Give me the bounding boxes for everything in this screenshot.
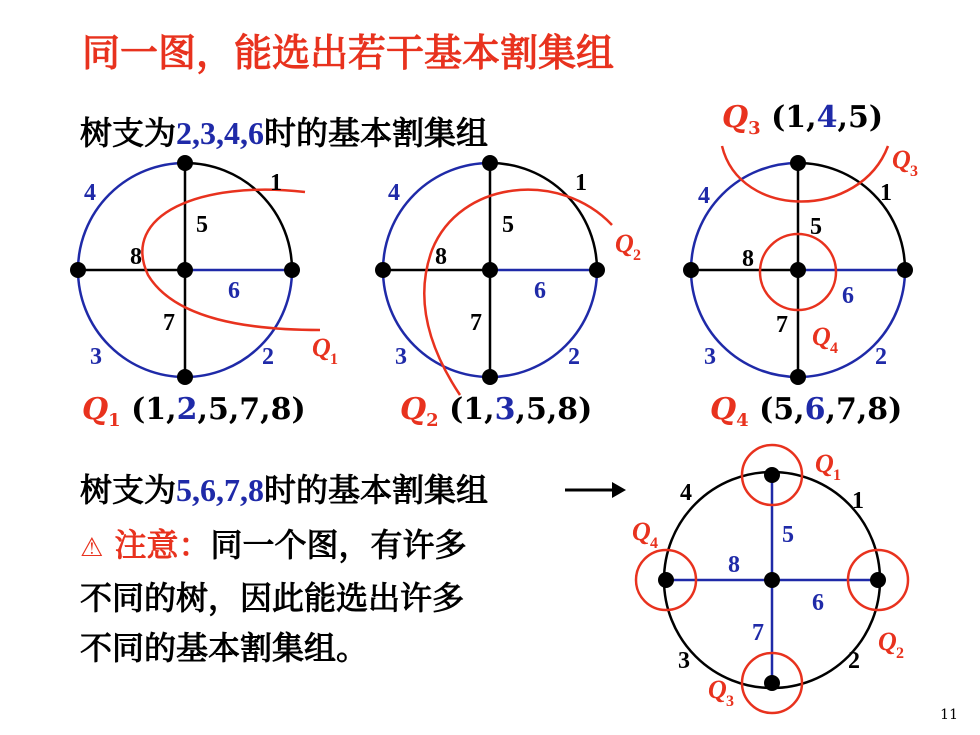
heading2-suffix: 时的基本割集组 [264,471,489,509]
note-text-3: 不同的基本割集组。 [80,629,369,667]
svg-text:4: 4 [388,180,400,206]
svg-text:4: 4 [830,340,838,357]
svg-text:Q: Q [812,322,831,351]
svg-text:6: 6 [534,278,546,304]
heading1-branches: 2,3,4,6 [176,115,265,151]
svg-text:4: 4 [698,183,710,209]
page-number: 11 [940,707,958,723]
svg-text:7: 7 [470,310,482,336]
graph-tree-5678 [632,445,908,713]
svg-text:3: 3 [395,344,407,370]
arrow-right-icon [565,482,626,498]
slide-title: 同一图，能选出若干基本割集组 [82,31,615,75]
svg-text:2: 2 [633,247,641,264]
svg-text:1: 1 [270,170,282,196]
svg-text:5: 5 [810,214,822,240]
svg-text:1: 1 [880,180,892,206]
warning-icon: ⚠ [80,533,104,563]
svg-text:2: 2 [896,645,904,662]
svg-text:3: 3 [704,344,716,370]
svg-text:6: 6 [228,278,240,304]
svg-text:1: 1 [575,170,587,196]
svg-text:3: 3 [90,344,102,370]
svg-text:7: 7 [752,620,764,646]
graph-tree-2346-q3-q4 [683,145,918,385]
svg-text:4: 4 [84,180,96,206]
svg-text:3: 3 [910,163,918,180]
caption-q3: $Q_3$ (1,4,5) [722,100,884,139]
svg-text:1: 1 [330,351,338,368]
svg-text:2: 2 [875,344,887,370]
heading2-branches: 5,6,7,8 [176,472,265,508]
graph-tree-2346-q2 [375,155,641,395]
svg-text:8: 8 [742,246,754,272]
svg-text:7: 7 [163,310,175,336]
heading2-prefix: 树支为 [80,471,177,509]
svg-text:8: 8 [130,244,142,270]
graph-tree-2346-q1 [70,155,338,385]
caption-q1: $Q_1$ (1,2,5,7,8) [82,392,306,431]
heading1-prefix: 树支为 [80,114,177,152]
svg-text:5: 5 [782,522,794,548]
note-text-1: 同一个图，有许多 [210,526,467,564]
note-label: 注意： [114,526,211,564]
svg-text:6: 6 [812,590,824,616]
svg-text:Q: Q [708,675,727,704]
svg-text:Q: Q [892,145,911,174]
svg-text:Q: Q [878,627,897,656]
note-text-2: 不同的树，因此能选出许多 [80,579,465,617]
svg-text:1: 1 [833,467,841,484]
svg-text:6: 6 [842,283,854,309]
caption-q4: $Q_4$ (5,6,7,8) [710,392,903,431]
svg-text:4: 4 [680,480,692,506]
svg-text:2: 2 [848,648,860,674]
svg-text:5: 5 [502,212,514,238]
svg-text:2: 2 [568,344,580,370]
svg-text:7: 7 [776,312,788,338]
svg-text:3: 3 [726,693,734,710]
svg-text:Q: Q [632,517,651,546]
svg-text:5: 5 [196,212,208,238]
svg-text:8: 8 [435,244,447,270]
svg-text:3: 3 [678,648,690,674]
svg-text:1: 1 [852,488,864,514]
heading1-suffix: 时的基本割集组 [264,114,489,152]
svg-text:Q: Q [815,449,834,478]
caption-q2: $Q_2$ (1,3,5,8) [400,392,593,431]
svg-text:4: 4 [650,535,658,552]
svg-text:2: 2 [262,344,274,370]
svg-text:Q: Q [615,229,634,258]
svg-text:8: 8 [728,552,740,578]
svg-text:Q: Q [312,333,331,362]
